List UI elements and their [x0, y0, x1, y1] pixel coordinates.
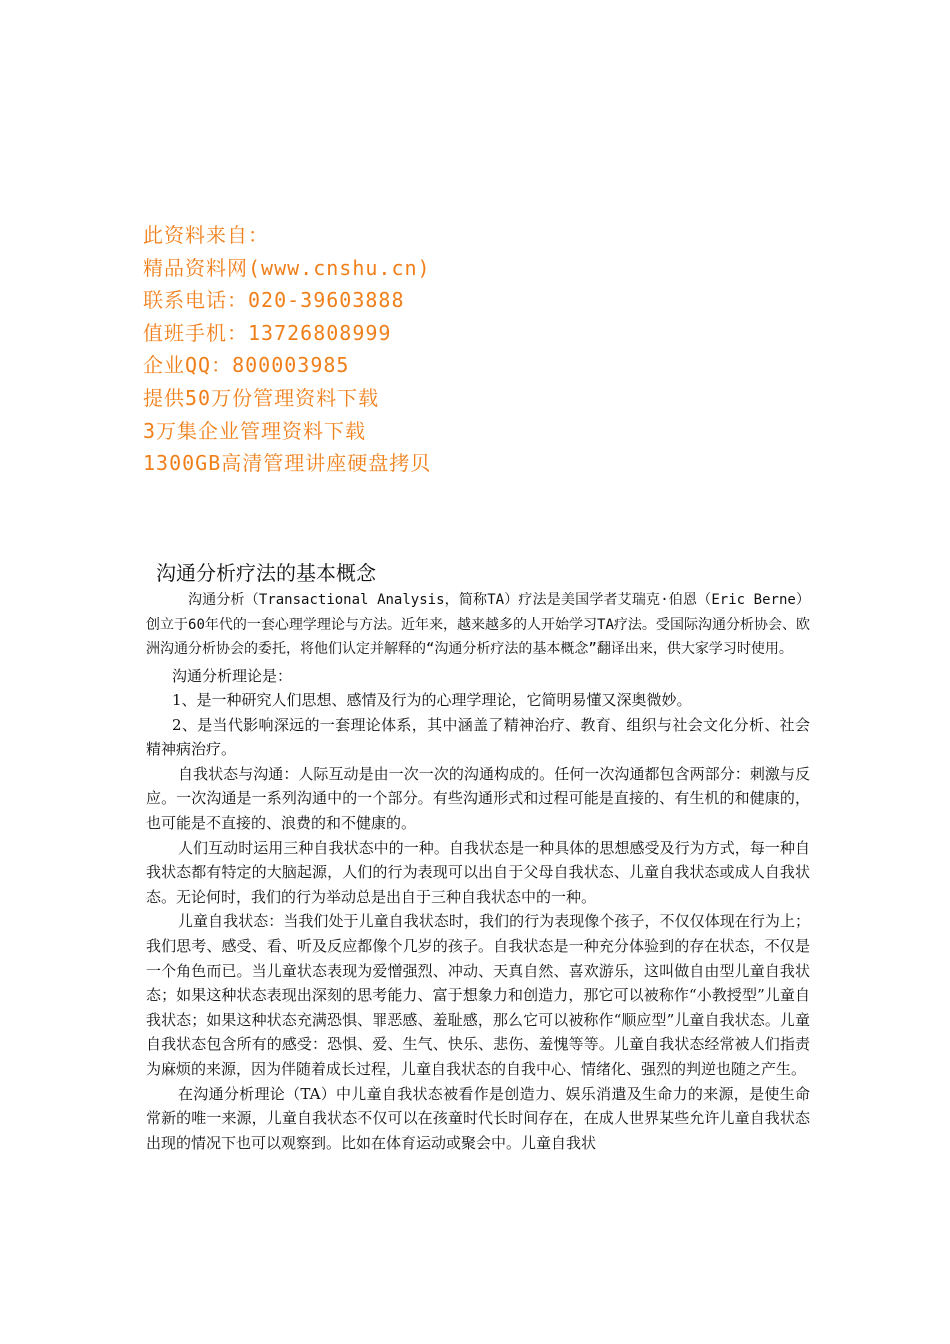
child-ego-state-paragraph: 儿童自我状态：当我们处于儿童自我状态时，我们的行为表现像个孩子，不仅仅体现在行为上；我们思考、感受、看、听及反应都像个几岁的孩子。自我状态是一种充分体验到的存在状态，不仅是一个角色而已。当儿童状态表现为爱憎强烈、冲动、天真自然、喜欢游乐，这叫做自由型儿童自我状态；如果这种状态表现出深刻的思考能力、富于想象力和创造力，那它可以被称作“小教授型”儿童自我状态；如果这种状态充满恐惧、罪恶感、羞耻感，那么它可以被称作“顺应型”儿童自我状态。儿童自我状态包含所有的感受：恐惧、爱、生气、快乐、悲伤、羞愧等等。儿童自我状态经常被人们指责为麻烦的来源，因为伴随着成长过程，儿童自我状态的自我中心、情绪化、强烈的判逆也随之产生。	[146, 912, 810, 1078]
ad-line-phone: 联系电话：020-39603888	[143, 288, 405, 313]
theory-point-1: 1、是一种研究人们思想、感情及行为的心理学理论，它简明易懂又深奥微妙。	[172, 691, 692, 710]
theory-heading: 沟通分析理论是：	[172, 666, 293, 685]
ad-line-qq: 企业QQ：800003985	[143, 353, 350, 378]
intro-paragraph: 沟通分析（Transactional Analysis，简称TA）疗法是美国学者艾瑞克·伯恩（Eric Berne）创立于60年代的一套心理学理论与方法。近年来，越来越多的人开始学习TA疗法。受国际沟通分析协会、欧洲沟通分析协会的委托，将他们认定并解释的“沟通分析疗法的基本概念”翻译出来，供大家学习时使用。	[146, 592, 810, 657]
article-body	[146, 558, 810, 1155]
ta-child-state-paragraph: 在沟通分析理论（TA）中儿童自我状态被看作是创造力、娱乐消遣及生命力的来源，是使生命常新的唯一来源，儿童自我状态不仅可以在孩童时代长时间存在，在成人世界某些允许儿童自我状态出现的情况下也可以观察到。比如在体育运动或聚会中。儿童自我状	[146, 1084, 810, 1152]
theory-point-2: 2、是当代影响深远的一套理论体系，其中涵盖了精神治疗、教育、组织与社会文化分析、社会精神病治疗。	[146, 715, 810, 759]
ad-line-website: 精品资料网(www.cnshu.cn)	[143, 255, 431, 280]
ad-line-offer-videos: 3万集企业管理资料下载	[143, 418, 367, 443]
ad-line-offer-disk: 1300GB高清管理讲座硬盘拷贝	[143, 451, 432, 476]
ad-line-source: 此资料来自：	[143, 223, 269, 247]
ego-state-communication-paragraph: 自我状态与沟通：人际互动是由一次一次的沟通构成的。任何一次沟通都包含两部分：刺激与反应。一次沟通是一系列沟通中的一个部分。有些沟通形式和过程可能是直接的、有生机的和健康的，也可能是不直接的、浪费的和不健康的。	[146, 764, 810, 833]
article-title: 沟通分析疗法的基本概念	[156, 561, 376, 585]
ad-line-mobile: 值班手机：13726808999	[143, 320, 392, 345]
three-ego-states-paragraph: 人们互动时运用三种自我状态中的一种。自我状态是一种具体的思想感受及行为方式，每一种自我状态都有特定的大脑起源，人们的行为表现可以出自于父母自我状态、儿童自我状态或成人自我状态。无论何时，我们的行为举动总是出自于三种自我状态中的一种。	[146, 838, 810, 906]
ad-line-offer-docs: 提供50万份管理资料下载	[143, 385, 380, 410]
source-ad-block	[143, 219, 843, 480]
